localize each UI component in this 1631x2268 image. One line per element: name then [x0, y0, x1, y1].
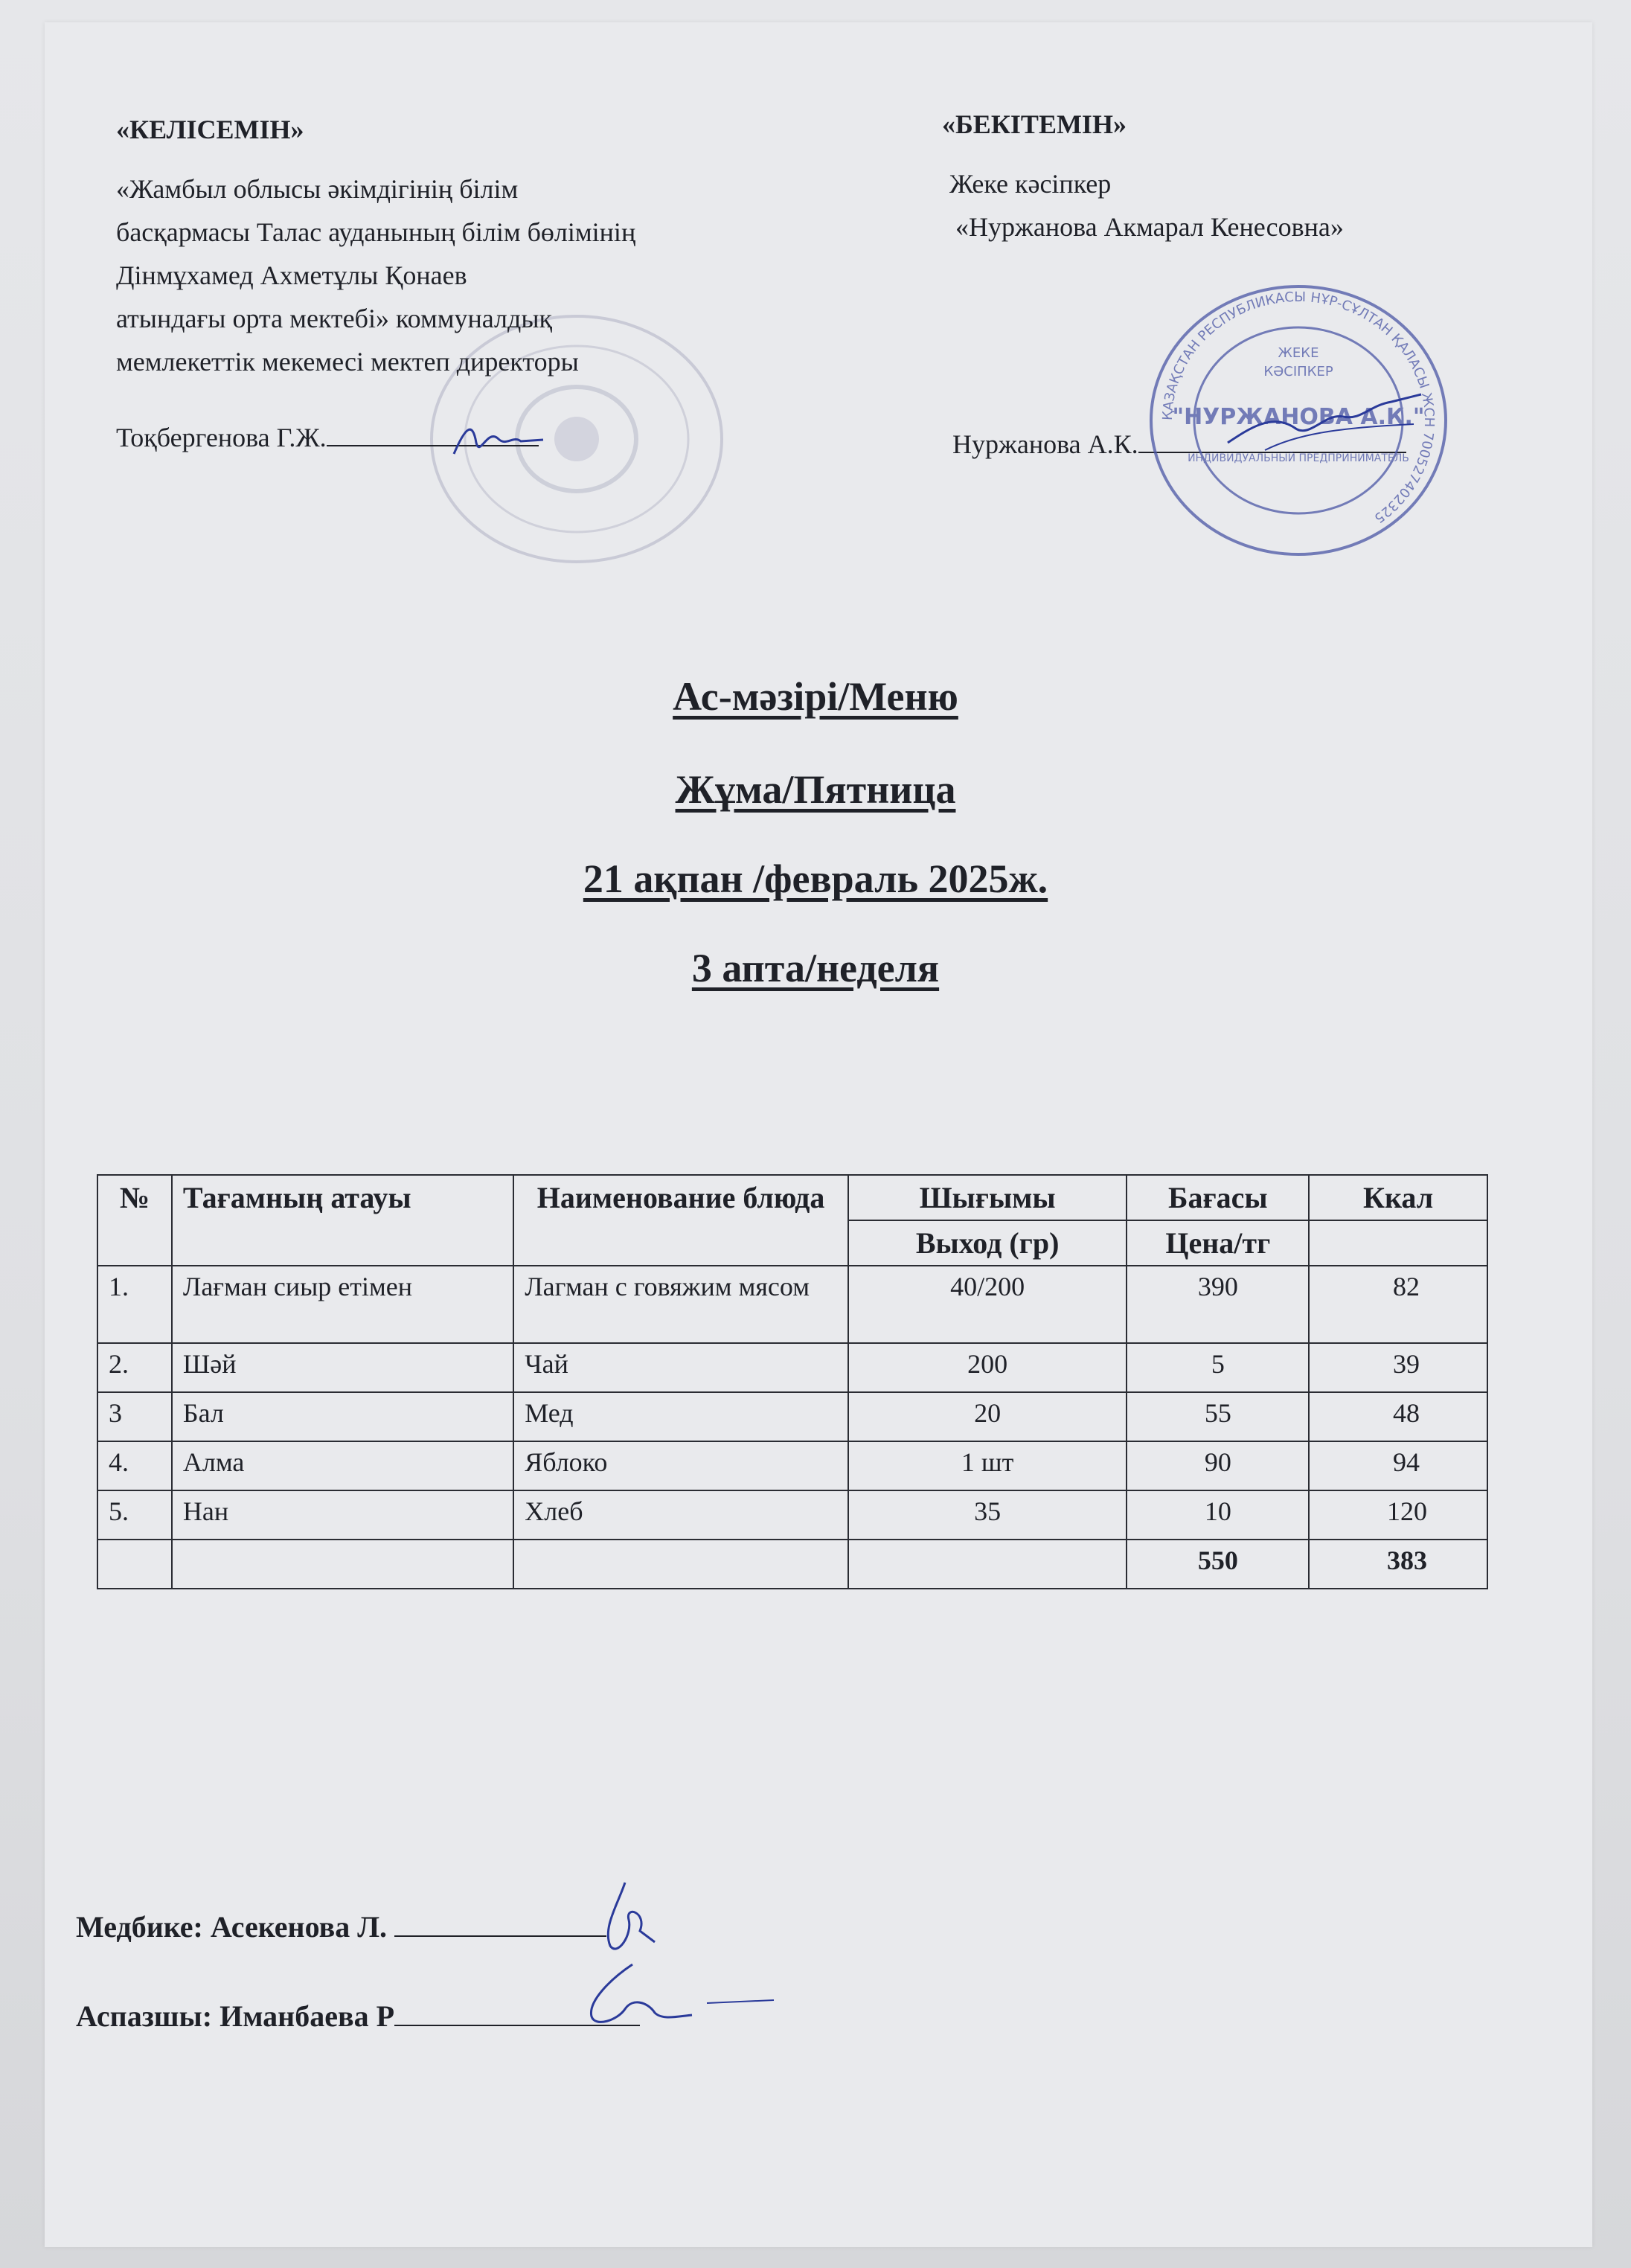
- total-kcal: 383: [1309, 1540, 1487, 1589]
- header-price-kz: Бағасы: [1127, 1175, 1309, 1220]
- cell-no: 5.: [97, 1490, 172, 1540]
- cell-kcal: 82: [1309, 1266, 1487, 1343]
- left-approval-block: [116, 108, 635, 459]
- menu-title: Ас-мәзірі/Меню: [673, 674, 958, 719]
- cell-name-kz: Нан: [172, 1490, 513, 1540]
- right-signer-name: Нуржанова А.К.: [952, 429, 1138, 459]
- week-title: 3 апта/неделя: [691, 946, 940, 990]
- cell-name-kz: Бал: [172, 1392, 513, 1441]
- nurse-signature-row: [76, 1909, 606, 1944]
- table-row: [97, 1266, 1487, 1343]
- cell-name-ru: Хлеб: [513, 1490, 848, 1540]
- cell-price: 5: [1127, 1343, 1309, 1392]
- right-line-1: Жеке кәсіпкер: [949, 169, 1112, 199]
- header-name-kz: Тағамның атауы: [172, 1175, 513, 1266]
- left-line-1: «Жамбыл облысы әкімдігінің білім: [116, 174, 519, 204]
- right-line-2: «Нуржанова Акмарал Кенесовна»: [955, 212, 1344, 242]
- right-heading: «БЕКІТЕМІН»: [942, 109, 1127, 139]
- cell-name-ru: Мед: [513, 1392, 848, 1441]
- stamp-inner-top-2: КӘСІПКЕР: [1263, 364, 1333, 379]
- stamp-ring-text: ҚАЗАҚСТАН РЕСПУБЛИКАСЫ НҰР-СҰЛТАН ҚАЛАСЫ ЖСН 700527402325: [1159, 289, 1438, 526]
- date-title: 21 ақпан /февраль 2025ж.: [583, 856, 1048, 901]
- header-yield-ru: Выход (гр): [848, 1220, 1127, 1266]
- left-line-4: атындағы орта мектебі» коммуналдық: [116, 304, 553, 333]
- cell-price: 90: [1127, 1441, 1309, 1490]
- cell-name-kz: Шәй: [172, 1343, 513, 1392]
- cell-name-kz: Лағман сиыр етімен: [172, 1266, 513, 1343]
- menu-table: [97, 1174, 1488, 1589]
- right-approval-block: [942, 103, 1344, 249]
- cell-name-ru: Яблоко: [513, 1441, 848, 1490]
- left-line-3: Дінмұхамед Ахметұлы Қонаев: [116, 260, 467, 290]
- cell-no: 3: [97, 1392, 172, 1441]
- left-line-5: мемлекеттік мекемесі мектеп директоры: [116, 347, 579, 377]
- cell-yield: 20: [848, 1392, 1127, 1441]
- nurse-label: Медбике: Асекенова Л.: [76, 1910, 388, 1944]
- entrepreneur-signature: [1220, 383, 1429, 465]
- table-row: [97, 1441, 1487, 1490]
- cell-name-ru: Чай: [513, 1343, 848, 1392]
- left-signer-name: Тоқбергенова Г.Ж.: [116, 423, 327, 452]
- cell-name-ru: Лагман с говяжим мясом: [513, 1266, 848, 1343]
- header-empty: [1309, 1220, 1487, 1266]
- stamp-inner-top-1: ЖЕКЕ: [1278, 345, 1319, 361]
- cell-no: 4.: [97, 1441, 172, 1490]
- cell-kcal: 94: [1309, 1441, 1487, 1490]
- stamp-inner-bottom: ИНДИВИДУАЛЬНЫЙ ПРЕДПРИНИМАТЕЛЬ: [1188, 452, 1409, 464]
- table-total-row: [97, 1540, 1487, 1589]
- table-row: [97, 1392, 1487, 1441]
- cook-label: Аспазшы: Иманбаева Р: [76, 1999, 395, 2033]
- cell-kcal: 48: [1309, 1392, 1487, 1441]
- header-kcal: Ккал: [1309, 1175, 1487, 1220]
- cell-kcal: 120: [1309, 1490, 1487, 1540]
- cell-price: 10: [1127, 1490, 1309, 1540]
- cell-yield: 40/200: [848, 1266, 1127, 1343]
- director-signature: [446, 413, 565, 465]
- stamp-center-text: "НУРЖАНОВА А.К.": [1172, 404, 1425, 430]
- cell-price: 390: [1127, 1266, 1309, 1343]
- day-title: Жұма/Пятница: [675, 767, 956, 812]
- total-price: 550: [1127, 1540, 1309, 1589]
- header-yield-kz: Шығымы: [848, 1175, 1127, 1220]
- cell-kcal: 39: [1309, 1343, 1487, 1392]
- cell-no: 1.: [97, 1266, 172, 1343]
- left-heading: «КЕЛІСЕМІН»: [116, 115, 304, 144]
- cell-no: 2.: [97, 1343, 172, 1392]
- cell-yield: 1 шт: [848, 1441, 1127, 1490]
- header-price-ru: Цена/тг: [1127, 1220, 1309, 1266]
- header-name-ru: Наименование блюда: [513, 1175, 848, 1266]
- table-row: [97, 1490, 1487, 1540]
- cell-name-kz: Алма: [172, 1441, 513, 1490]
- left-line-2: басқармасы Талас ауданының білім бөлімінің: [116, 217, 636, 247]
- cell-price: 55: [1127, 1392, 1309, 1441]
- cell-yield: 200: [848, 1343, 1127, 1392]
- cell-yield: 35: [848, 1490, 1127, 1540]
- cook-signature: [551, 1950, 789, 2039]
- table-header-row-1: [97, 1175, 1487, 1220]
- table-row: [97, 1343, 1487, 1392]
- header-no: №: [97, 1175, 172, 1266]
